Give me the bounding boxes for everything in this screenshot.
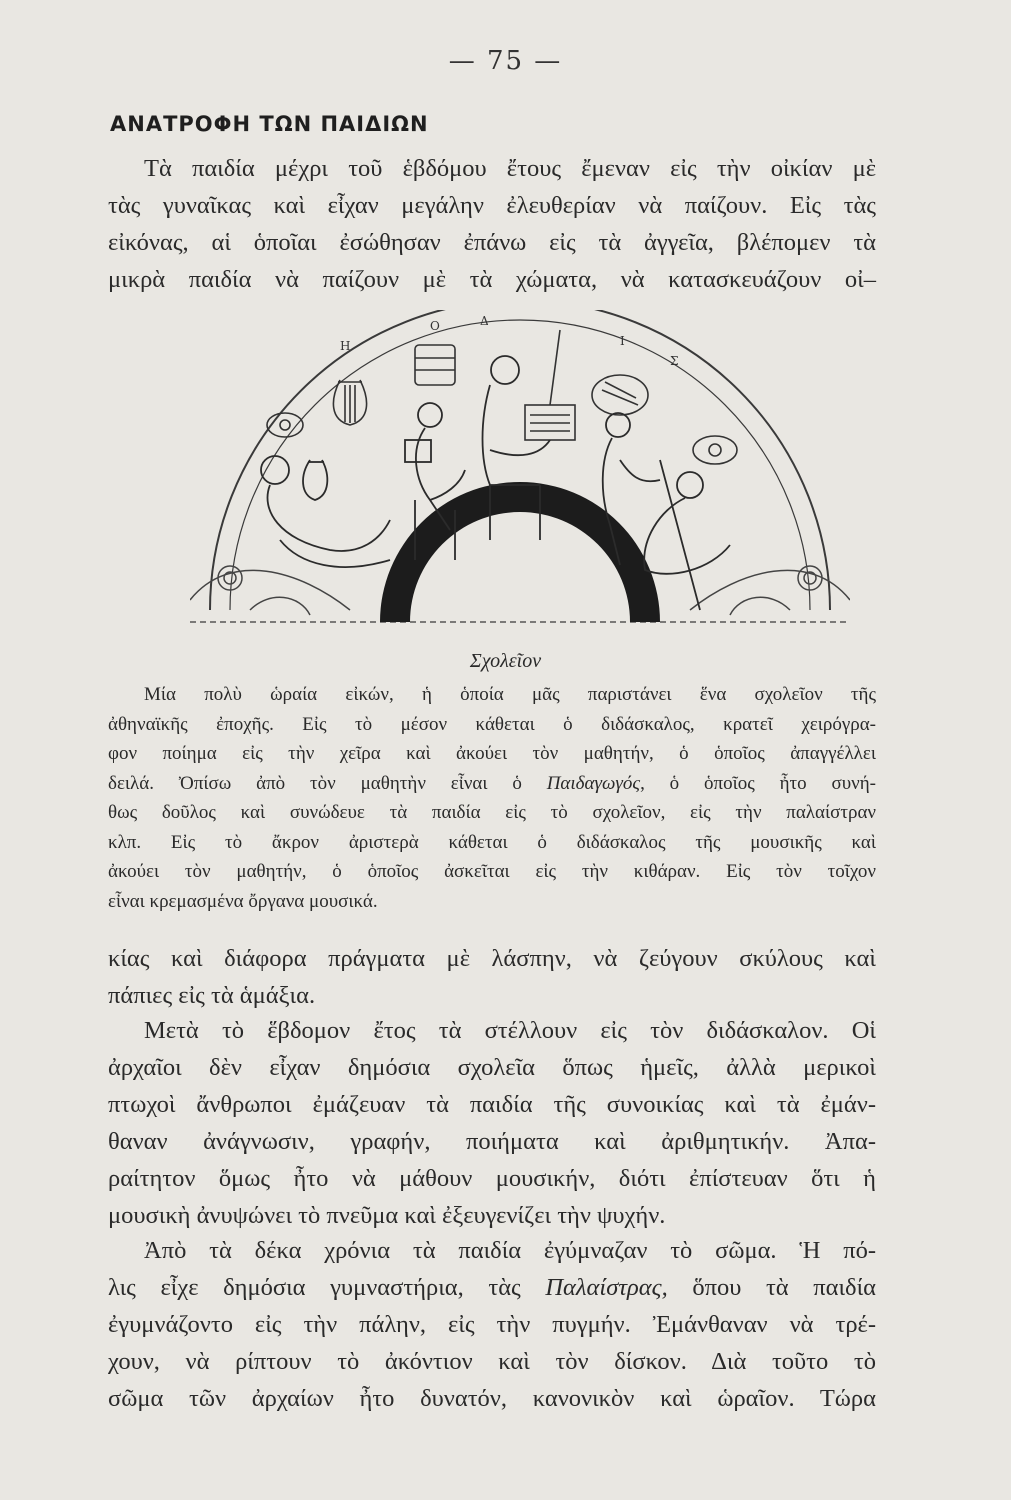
arc-inscription-mark: Η	[340, 339, 351, 353]
caption-line: Μία πολὺ ὡραία εἰκών, ἡ ὁποία μᾶς παριστάνει ἕνα σχολεῖον τῆς	[144, 684, 876, 705]
left-palmette-ornament	[190, 566, 350, 615]
text-line: πάπιες εἰς τὰ ἁμάξια.	[108, 982, 316, 1009]
paragraph-3	[108, 1012, 876, 1234]
hanging-lyre-left	[333, 380, 366, 425]
text-line: Μετὰ τὸ ἕβδομον ἔτος τὰ στέλλουν εἰς τὸν διδάσκαλον. Οἱ	[144, 1017, 876, 1044]
chapter-heading: ΑΝΑΤΡΟΦΗ ΤΩΝ ΠΑΙΔΙΩΝ	[110, 112, 429, 136]
text-line: ραίτητον ὅμως ἦτο νὰ μάθουν μουσικήν, διότι ἐπίστευαν ὅτι ἡ	[108, 1165, 876, 1192]
text-line: μουσικὴ ἀνυψώνει τὸ πνεῦμα καὶ ἐξευγενίζει τὴν ψυχήν.	[108, 1202, 666, 1229]
caption-text: , ὁ ὁποῖος ἦτο συνή-	[640, 772, 876, 794]
paragraph-1	[108, 150, 876, 298]
text-line: μικρὰ παιδία νὰ παίζουν μὲ τὰ χώματα, νὰ κατασκευάζουν οἰ–	[108, 266, 876, 293]
text-line: εἰκόνας, αἱ ὁποῖαι ἐσώθησαν ἐπάνω εἰς τὰ ἀγγεῖα, βλέπομεν τὰ	[108, 229, 876, 256]
text-line: ἐγυμνάζοντο εἰς τὴν πάλην, εἰς τὴν πυγμήν. Ἐμάνθαναν νὰ τρέ-	[108, 1311, 876, 1338]
text-line: τὰς γυναῖκας καὶ εἶχαν μεγάλην ἐλευθερίαν νὰ παίζουν. Εἰς τὰς	[108, 192, 876, 219]
arc-inscription-mark: Ι	[620, 334, 625, 348]
text-line: Ἀπὸ τὰ δέκα χρόνια τὰ παιδία ἐγύμναζαν τὸ σῶμα. Ἡ πό-	[144, 1237, 876, 1264]
text-line: σῶμα τῶν ἀρχαίων ἦτο δυνατόν, κανονικὸν καὶ ὡραῖον. Τώρα	[108, 1385, 876, 1412]
music-teacher-figure	[261, 456, 390, 567]
text-line: κίας καὶ διάφορα πράγματα μὲ λάσπην, νὰ ζεύγουν σκύλους καὶ	[108, 945, 876, 972]
inner-border-arc	[230, 320, 810, 610]
school-vase-illustration	[190, 310, 850, 630]
central-dark-arch	[380, 482, 660, 622]
caption-text: δειλά. Ὀπίσω ἀπὸ τὸν μαθητὴν εἶναι ὁ	[108, 772, 547, 794]
text-run: ὅπου τὰ παιδία	[667, 1274, 877, 1301]
paragraph-4	[108, 1232, 876, 1417]
text-run: λις εἶχε δημόσια γυμναστήρια, τὰς	[108, 1274, 546, 1301]
scroll-tablet	[525, 405, 575, 440]
text-emphasis: Παλαίστρας,	[545, 1274, 668, 1301]
caption-line: κλπ. Εἰς τὸ ἄκρον ἀριστερὰ κάθεται ὁ διδάσκαλος τῆς μουσικῆς καὶ	[108, 831, 876, 853]
arc-inscription-mark: Ο	[430, 319, 440, 333]
text-line: Τὰ παιδία μέχρι τοῦ ἑβδόμου ἔτους ἔμεναν εἰς τὴν οἰκίαν μὲ	[144, 155, 876, 182]
caption-line: θως δοῦλος καὶ συνώδευε τὰ παιδία εἰς τὸ σχολεῖον, εἰς τὴν παλαίστραν	[108, 802, 876, 823]
text-line: πτωχοὶ ἄνθρωποι ἐμάζευαν τὰ παιδία τῆς συνοικίας καὶ τὰ ἐμάν-	[108, 1091, 876, 1118]
hanging-basket	[415, 345, 455, 385]
right-palmette-ornament	[690, 566, 850, 615]
text-line	[108, 1269, 876, 1306]
text-line: ἀρχαῖοι δὲν εἶχαν δημόσια σχολεῖα ὅπως ἡμεῖς, ἀλλὰ μερικοὶ	[108, 1054, 876, 1081]
caption-emphasis: Παιδαγωγός	[546, 772, 641, 794]
figure-title: Σχολεῖον	[469, 650, 542, 672]
caption-line: ἀκούει τὸν μαθητήν, ὁ ὁποῖος ἀσκεῖται εἰς τὴν κιθάραν. Εἰς τὸν τοῖχον	[108, 861, 876, 882]
paidagogos-figure	[644, 460, 730, 610]
caption-line	[108, 769, 876, 799]
caption-line: εἶναι κρεμασμένα ὄργανα μουσικά.	[108, 890, 378, 912]
outer-arc	[210, 310, 830, 610]
flute	[550, 330, 560, 405]
figure-caption	[108, 680, 876, 916]
text-line: θαναν ἀνάγνωσιν, γραφήν, ποιήματα καὶ ἀριθμητικήν. Ἀπα-	[108, 1128, 876, 1155]
caption-line: ἀθηναϊκῆς ἐποχῆς. Εἰς τὸ μέσον κάθεται ὁ διδάσκαλος, κρατεῖ χειρόγρα-	[108, 713, 876, 735]
caption-line: φον ποίημα εἰς τὴν χεῖρα καὶ ἀκούει τὸν μαθητήν, ὁ ὁποῖος ἀπαγγέλλει	[108, 743, 876, 764]
hanging-cup-right	[693, 436, 737, 464]
hanging-lyre-right	[592, 375, 648, 415]
arc-inscription-mark: Δ	[480, 314, 489, 328]
page-number: — 75 —	[448, 46, 563, 76]
arc-inscription-mark: Σ	[670, 354, 679, 368]
paragraph-2	[108, 940, 876, 1014]
text-line: χουν, νὰ ρίπτουν τὸ ἀκόντιον καὶ τὸν δίσκον. Διὰ τοῦτο τὸ	[108, 1348, 876, 1375]
